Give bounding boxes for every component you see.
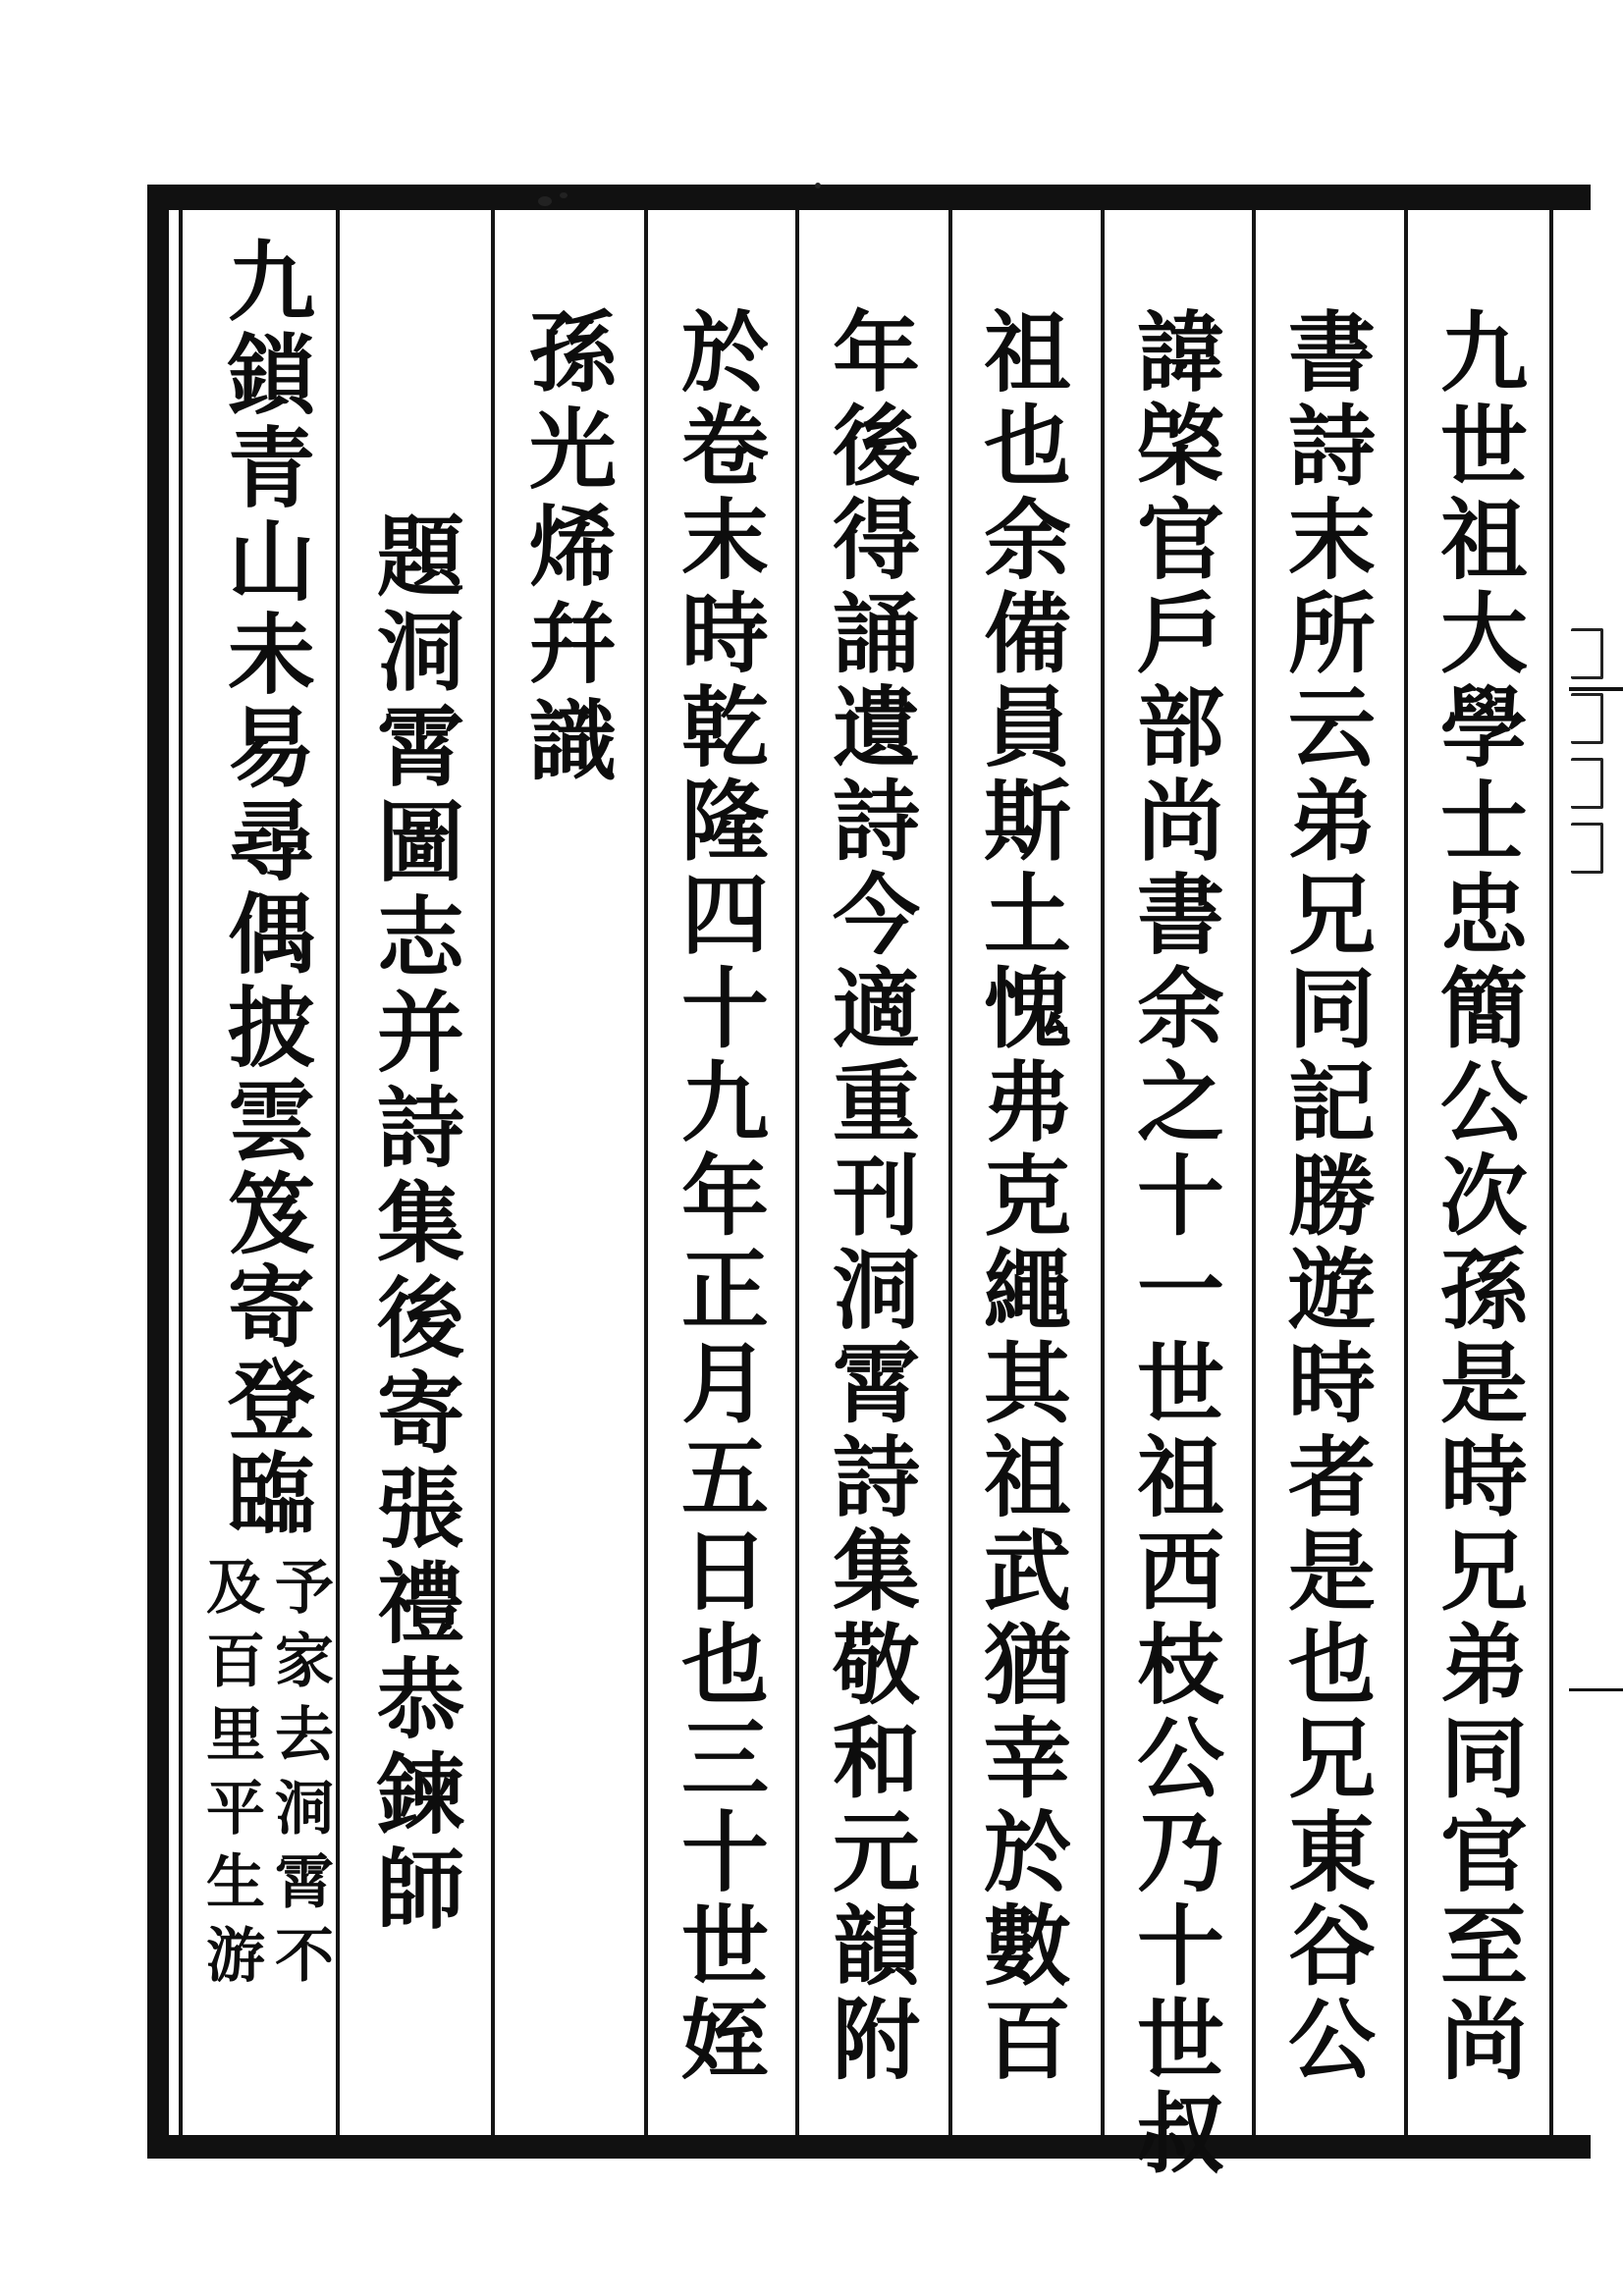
poem-title-column: 題洞霄圖志并詩集後寄張禮恭鍊師 (363, 510, 466, 1939)
poem-line-column: 九鎖青山未易尋偶披雲笈寄登臨 (214, 236, 317, 1541)
text-column-7: 書詩末所云弟兄同記勝遊時者是也兄東谷公 (1274, 306, 1378, 2088)
text-column-4: 年後得誦遺詩今適重刊洞霄詩集敬和元韻附 (819, 306, 922, 2088)
ink-speck (560, 192, 568, 198)
column-divider (336, 210, 340, 2135)
column-divider (1252, 210, 1256, 2135)
signature-column: 孫光烯幷識 (515, 306, 619, 792)
commentary-line-1: 予家去洞霄不 (265, 1556, 334, 1998)
page-frame-right (1549, 210, 1553, 2135)
column-divider (948, 210, 952, 2135)
column-divider (1404, 210, 1408, 2135)
fold-mark (1569, 1688, 1623, 1691)
text-column-6: 諱棨官戶部尚書余之十一世祖西枝公乃十世叔 (1123, 306, 1226, 2181)
page-frame-top (147, 185, 1591, 210)
fold-margin-fragment (1571, 628, 1610, 923)
page-frame-left-inner (179, 210, 183, 2135)
text-column-8: 九世祖大學士忠簡公次孫是時兄弟同官至尚 (1427, 306, 1530, 2088)
text-column-3: 於卷末時乾隆四十九年正月五日也三十世姪 (668, 306, 771, 2088)
page-frame-bottom (147, 2135, 1591, 2159)
column-divider (491, 210, 495, 2135)
column-divider (795, 210, 799, 2135)
ink-speck (538, 196, 552, 206)
commentary-line-2: 及百里平生游 (196, 1556, 265, 1998)
text-column-5: 祖也余備員斯土愧弗克繩其祖武猶幸於數百 (970, 306, 1073, 2088)
ink-speck (815, 183, 821, 188)
column-divider (1101, 210, 1105, 2135)
column-divider (644, 210, 648, 2135)
page-frame-left (147, 185, 169, 2159)
